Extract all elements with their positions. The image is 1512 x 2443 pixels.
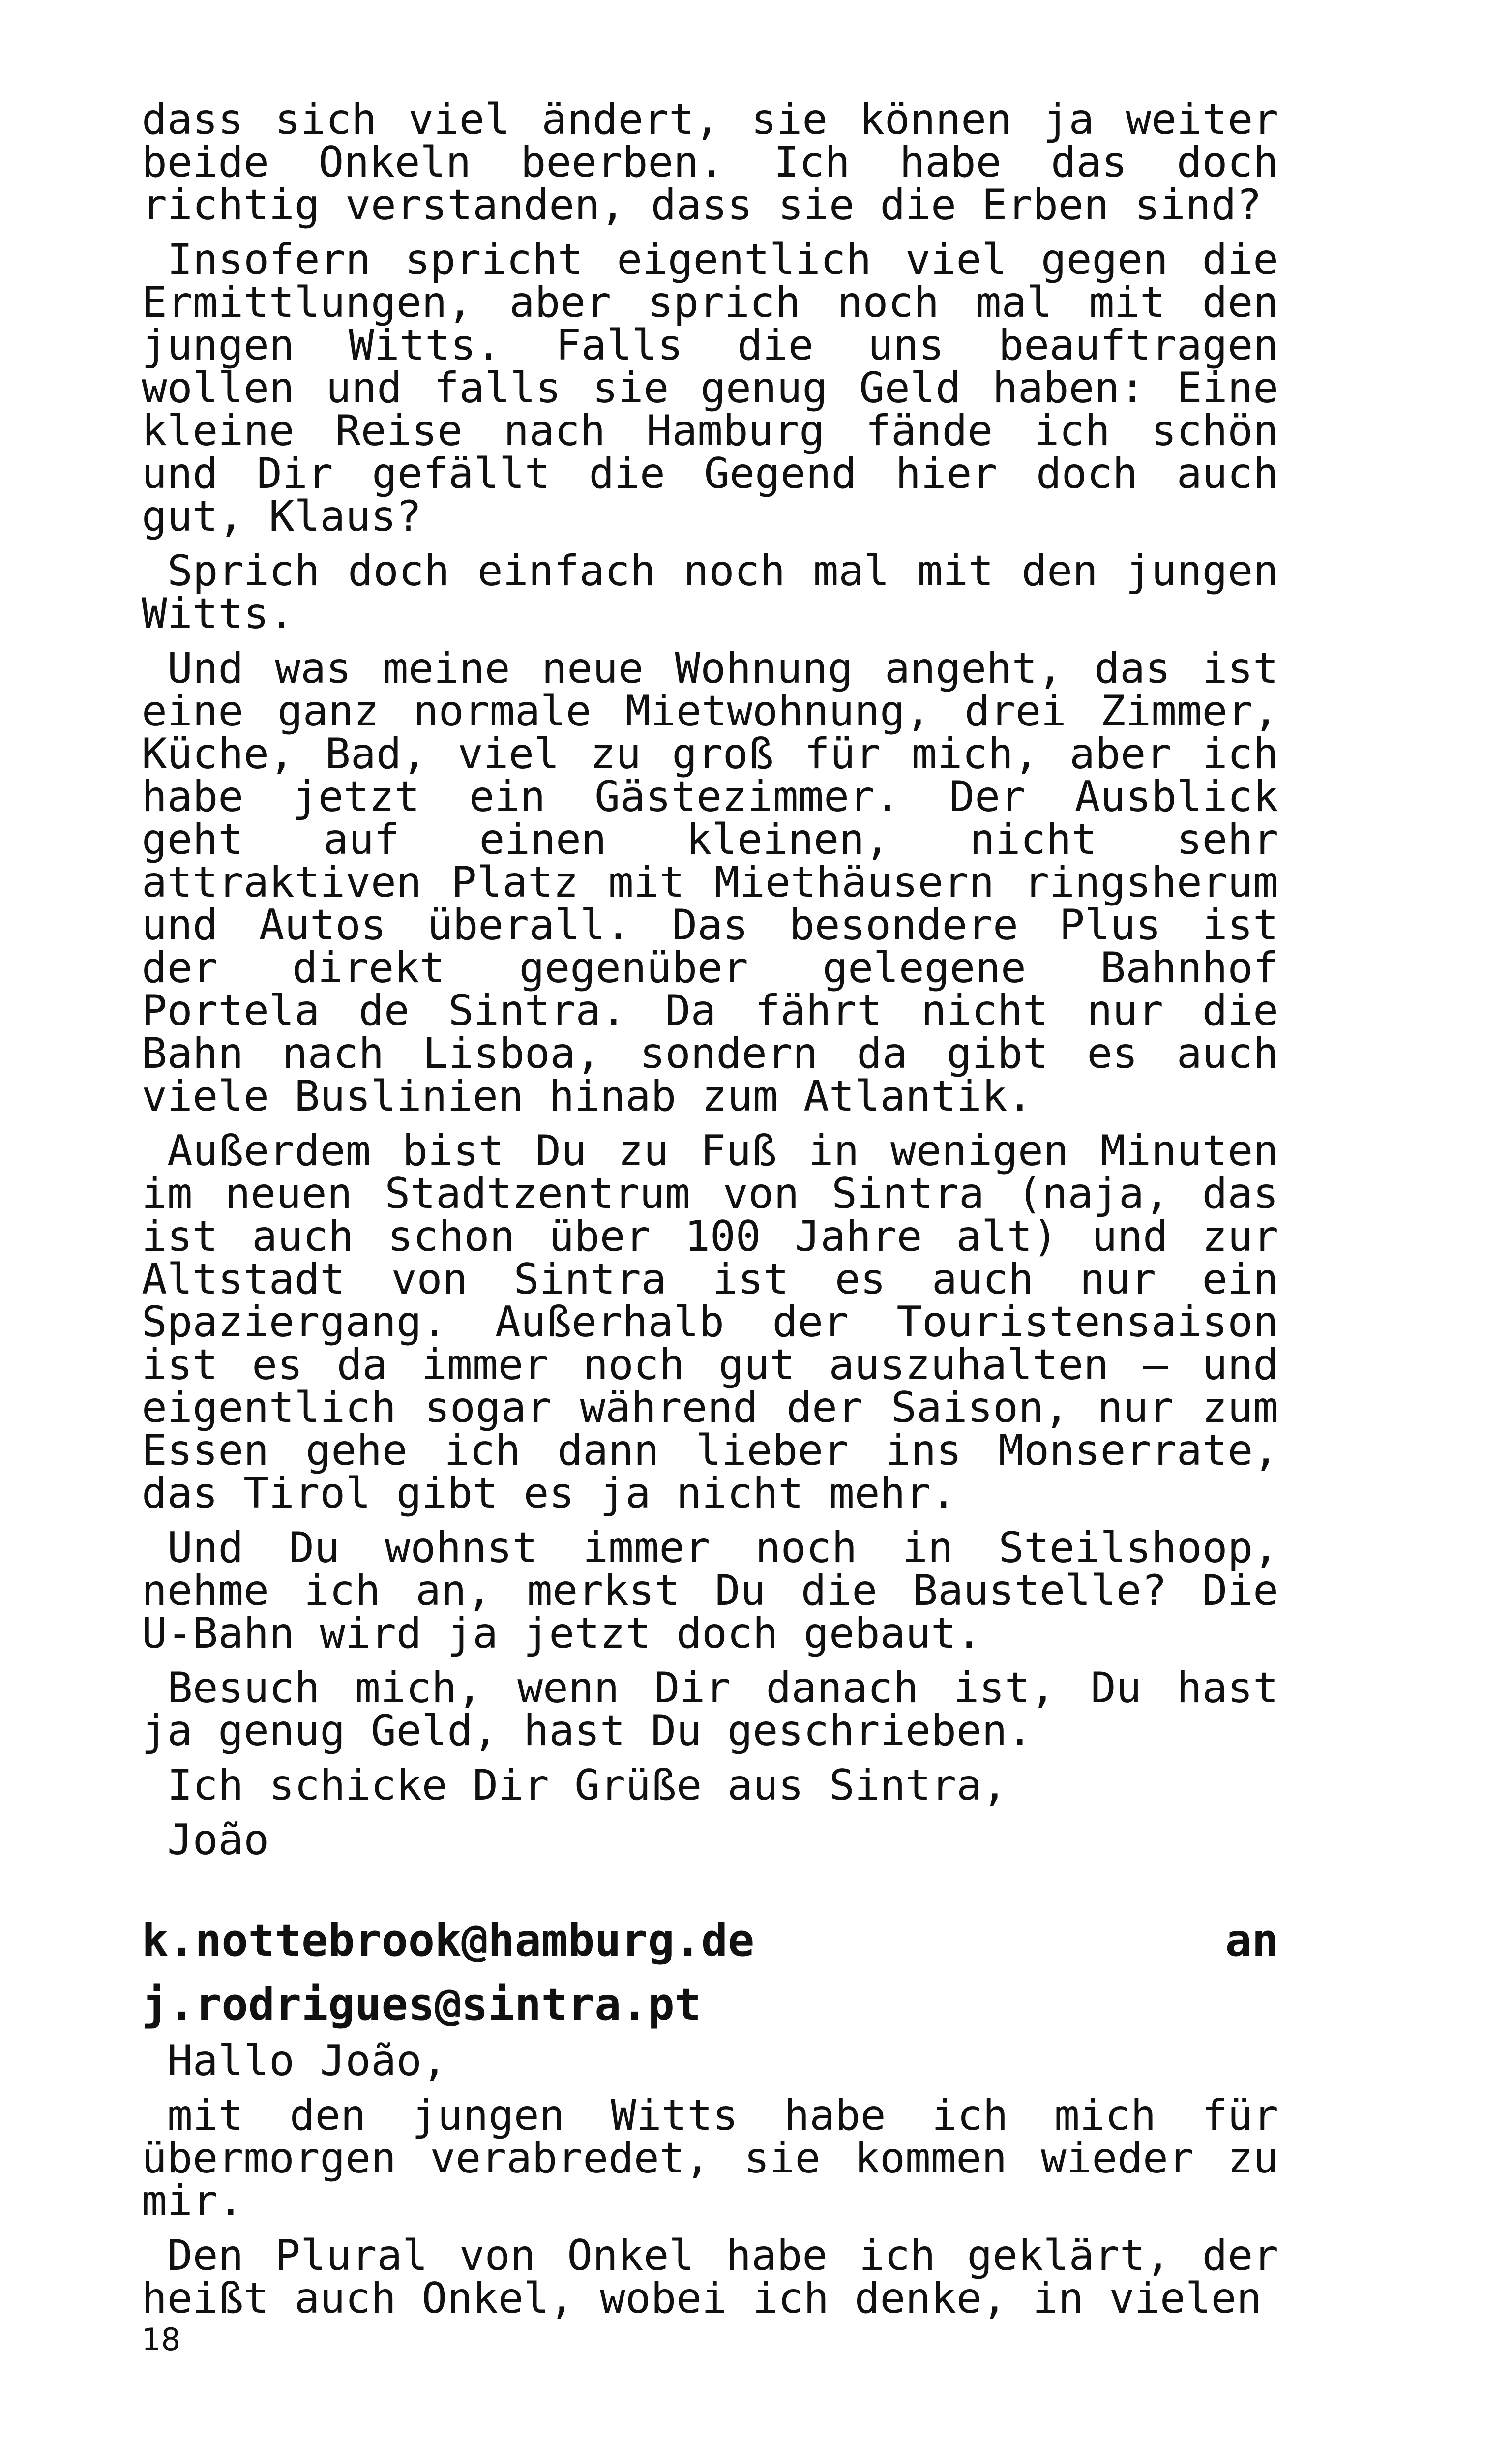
paragraph-continuation: dass sich viel ändert, sie können ja weiter beide Onkeln beerben. Ich habe das doch richtig verstanden, dass sie die Erben sind? (142, 95, 1278, 230)
page-body (142, 95, 1278, 2332)
paragraph-plural-onkel: Den Plural von Onkel habe ich geklärt, der heißt auch Onkel, wobei ich denke, in vielen (142, 2231, 1278, 2323)
email-connector: an (1225, 1915, 1278, 1966)
email-from: k.nottebrook@hamburg.de (142, 1915, 755, 1966)
paragraph-steilshoop: Und Du wohnst immer noch in Steilshoop, nehme ich an, merkst Du die Baustelle? Die U-Bahn wird ja jetzt doch gebaut. (142, 1523, 1278, 1658)
email-to: j.rodrigues@sintra.pt (142, 1979, 701, 2030)
email-header-line (142, 1909, 1278, 1973)
paragraph-new-apartment: Und was meine neue Wohnung angeht, das ist eine ganz normale Mietwohnung, drei Zimmer, Küche, Bad, viel zu groß für mich, aber ich habe jetzt ein Gästezimmer. Der Ausblick geht auf einen kleinen, nicht sehr attraktiven Platz mit Miethäusern ringsherum und Autos überall. Das besondere Plus ist der direkt gegenüber gelegene Bahnhof Portela de Sintra. Da fährt nicht nur die Bahn nach Lisboa, sondern da gibt es auch viele Buslinien hinab zum Atlantik. (142, 644, 1278, 1121)
paragraph-sintra-center: Außerdem bist Du zu Fuß in wenigen Minuten im neuen Stadtzentrum von Sintra (naja, das ist auch schon über 100 Jahre alt) und zur Altstadt von Sintra ist es auch nur ein Spaziergang. Außerhalb der Touristensaison ist es da immer noch gut auszuhalten – und eigentlich sogar während der Saison, nur zum Essen gehe ich dann lieber ins Monserrate, das Tirol gibt es ja nicht mehr. (142, 1126, 1278, 1518)
email-header (142, 1909, 1278, 2037)
paragraph-investigation: Insofern spricht eigentlich viel gegen die Ermittlungen, aber sprich noch mal mit den jungen Witts. Falls die uns beauftragen wollen und falls sie genug Geld haben: Eine kleine Reise nach Hamburg fände ich schön und Dir gefällt die Gegend hier doch auch gut, Klaus? (142, 235, 1278, 541)
paragraph-salutation: Hallo João, (167, 2036, 447, 2085)
paragraph-greeting-close: Ich schicke Dir Grüße aus Sintra, (167, 1761, 1008, 1810)
signature-joao: João (167, 1815, 269, 1865)
paragraph-talk-to-witts: Sprich doch einfach noch mal mit den jungen Witts. (142, 546, 1278, 638)
paragraph-appointment: mit den jungen Witts habe ich mich für übermorgen verabredet, sie kommen wieder zu mir. (142, 2091, 1278, 2226)
paragraph-visit-invitation: Besuch mich, wenn Dir danach ist, Du hast ja genug Geld, hast Du geschrieben. (142, 1663, 1278, 1755)
page-number: 18 (142, 2322, 180, 2357)
